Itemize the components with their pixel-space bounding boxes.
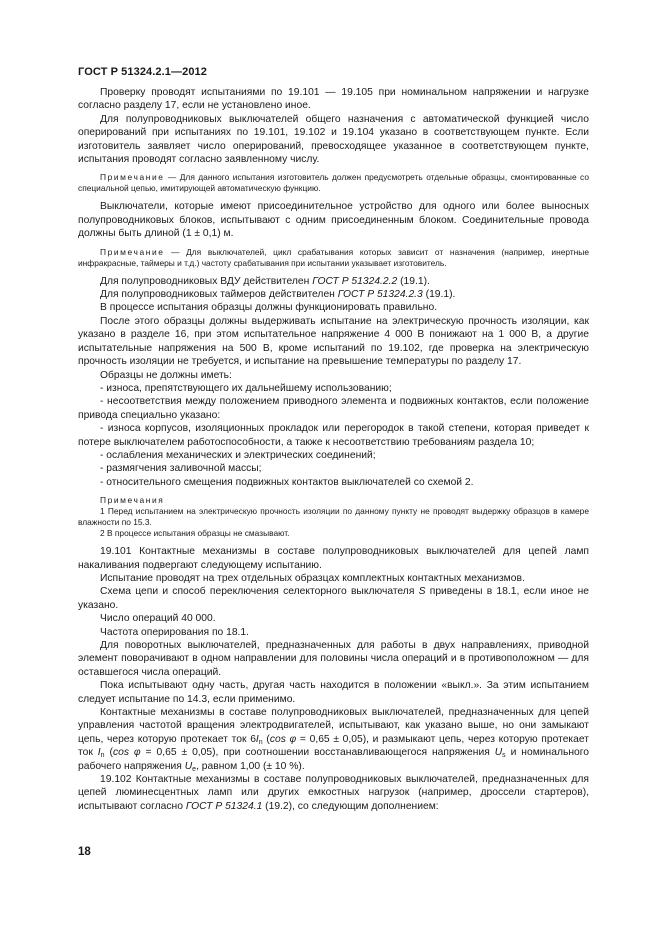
formula: cos φ — [112, 747, 141, 759]
paragraph — [78, 275, 589, 288]
paragraph: Число операций 40 000. — [100, 613, 216, 625]
paragraph: Проверку проводят испытаниями по 19.101 — 19.105 при номинальном напряжении и нагрузке согласно разделу 17, если не установлено иное. — [78, 87, 589, 112]
symbol: I — [255, 733, 259, 745]
list-item: - размягчения заливочной массы; — [100, 463, 262, 475]
formula: cos φ — [269, 733, 297, 745]
symbol: S — [418, 586, 426, 598]
text-run: приведены в 18.1, если иное не указано. — [78, 586, 589, 611]
text-run: = 0,65 ± 0,05), при соотношении восстанавливающегося напряжения — [140, 747, 495, 759]
page-number: 18 — [78, 846, 91, 858]
note — [78, 247, 589, 269]
list-item: - ослабления механических и электрических соединений; — [100, 449, 376, 461]
text-run: ( — [262, 733, 270, 745]
list-item: - несоответствия между положением приводного элемента и подвижных контактов, если положение привода специально указано: — [78, 396, 589, 421]
text-run: Контактные механизмы в составе полупроводниковых выключателей, предназначенных для цепей управления частотой вращения электродвигателей, испытывают, как указано выше, но они замыкают цепь, через которую протекает ток 6 — [78, 707, 589, 745]
paragraph — [78, 288, 589, 301]
text-run: Для полупроводниковых таймеров действителен — [100, 289, 338, 301]
symbol: U — [494, 747, 503, 759]
list-item: - относительного смещения подвижных контактов выключателей со схемой 2. — [100, 476, 474, 488]
list-item: - износа, препятствующего их дальнейшему использованию; — [100, 382, 392, 394]
text-run: ( — [104, 747, 113, 759]
paragraph: Испытание проводят на трех отдельных образцах комплектных контактных механизмов. — [100, 572, 525, 584]
text-run: = 0,65 ± 0,05), и размыкают цепь, через которую протекает ток — [78, 733, 589, 759]
paragraph — [78, 706, 589, 773]
note — [78, 172, 589, 194]
text-run: 19.102 Контактные механизмы в составе полупроводниковых выключателей, предназначенных для цепей люминесцентных ламп или других емкостных нагрузок (например, дроссели стартеров), испытывают согласно — [78, 774, 589, 812]
paragraph: Для полупроводниковых выключателей общего назначения с автоматической функцией число оперирований при испытаниях по 19.101, 19.102 и 19.104 указано в соответствующем пункте. Если изготовитель заявляет число оперирований, превосходящее указанное в соответствующем пункте, испытания проводят согласно заявленному числу. — [78, 113, 589, 166]
note-label: Примечание — [100, 172, 165, 183]
paragraph: Частота оперирования по 18.1. — [100, 626, 250, 638]
text-run: Для полупроводниковых ВДУ действителен — [100, 275, 313, 287]
paragraph: После этого образцы должны выдерживать испытание на электрическую прочность изоляции, как указано в разделе 16, при этом испытательное напряжение 4 000 В понижают на 1 000 В, а другие испытательные напряжения на 500 В, кроме испытаний по 19.102, где проверка на электрическую прочность изоляции не требуется, и испытание на превышение температуры по разделу 17. — [78, 315, 589, 368]
text-run: Схема цепи и способ переключения селекторного выключателя — [100, 586, 419, 598]
subscript: n — [258, 738, 263, 746]
paragraph: 19.101 Контактные механизмы в составе полупроводниковых выключателей для цепей ламп накаливания подвергают следующему испытанию. — [78, 546, 589, 571]
subscript: n — [100, 752, 105, 760]
text-run: (19.1). — [422, 289, 456, 301]
note-item: 1 Перед испытанием на электрическую прочность изоляции по данному пункту не проводят выдержку образцов в камере влажности по 15.3. — [78, 506, 589, 528]
subscript: e — [192, 765, 197, 773]
symbol: I — [97, 747, 101, 759]
text-run: , равном 1,00 (± 10 %). — [196, 760, 305, 772]
paragraph: В процессе испытания образцы должны функционировать правильно. — [100, 302, 438, 314]
paragraph: Для поворотных выключателей, предназначенных для работы в двух направлениях, приводной элемент поворачивают в одном направлении для половины числа операций и в противоположном — для оставшегося числа операций. — [78, 640, 589, 678]
paragraph — [78, 773, 589, 813]
document-header: ГОСТ Р 51324.2.1—2012 — [78, 66, 207, 78]
paragraph: Образцы не должны иметь: — [100, 369, 232, 381]
standard-reference: ГОСТ Р 51324.2.3 — [337, 289, 423, 301]
notes-label-text: Примечания — [100, 495, 165, 506]
note-label: Примечание — [100, 246, 165, 257]
paragraph: Пока испытывают одну часть, другая часть находится в положении «выкл.». За этим испытанием следует испытание по 14.3, если применимо. — [78, 680, 589, 705]
body-text — [78, 86, 589, 813]
standard-reference: ГОСТ Р 51324.1 — [185, 800, 263, 812]
text-run: и номинального рабочего напряжения — [78, 747, 589, 772]
note-item: 2 В процессе испытания образцы не смазывают. — [100, 528, 290, 539]
paragraph: Выключатели, которые имеют присоединительное устройство для одного или более выносных полупроводниковых блоков, испытывают с одним присоединенным блоком. Соединительные провода должны быть длиной (1 ± 0,1) м. — [78, 201, 589, 240]
symbol: U — [184, 760, 193, 772]
note-text: — Для данного испытания изготовитель должен предусмотреть отдельные образцы, смонтированные со специальной цепью, имитирующей автоматическую функцию. — [78, 172, 589, 194]
note-text: — Для выключателей, цикл срабатывания которых зависит от назначения (например, инертные инфракрасные, таймеры и т.д.) частоту срабатывания при испытании указывает изготовитель. — [78, 246, 589, 268]
subscript: s — [502, 752, 506, 760]
text-run: (19.2), со следующим дополнением: — [262, 800, 439, 812]
list-item: - износа корпусов, изоляционных прокладок или перегородок в такой степени, которая приведет к потере выключателем работоспособности, а также к несоответствию требованиям раздела 10; — [78, 423, 589, 448]
paragraph — [78, 585, 589, 612]
notes-label — [78, 495, 589, 506]
standard-reference: ГОСТ Р 51324.2.2 — [312, 275, 398, 287]
text-run: (19.1). — [397, 275, 430, 287]
